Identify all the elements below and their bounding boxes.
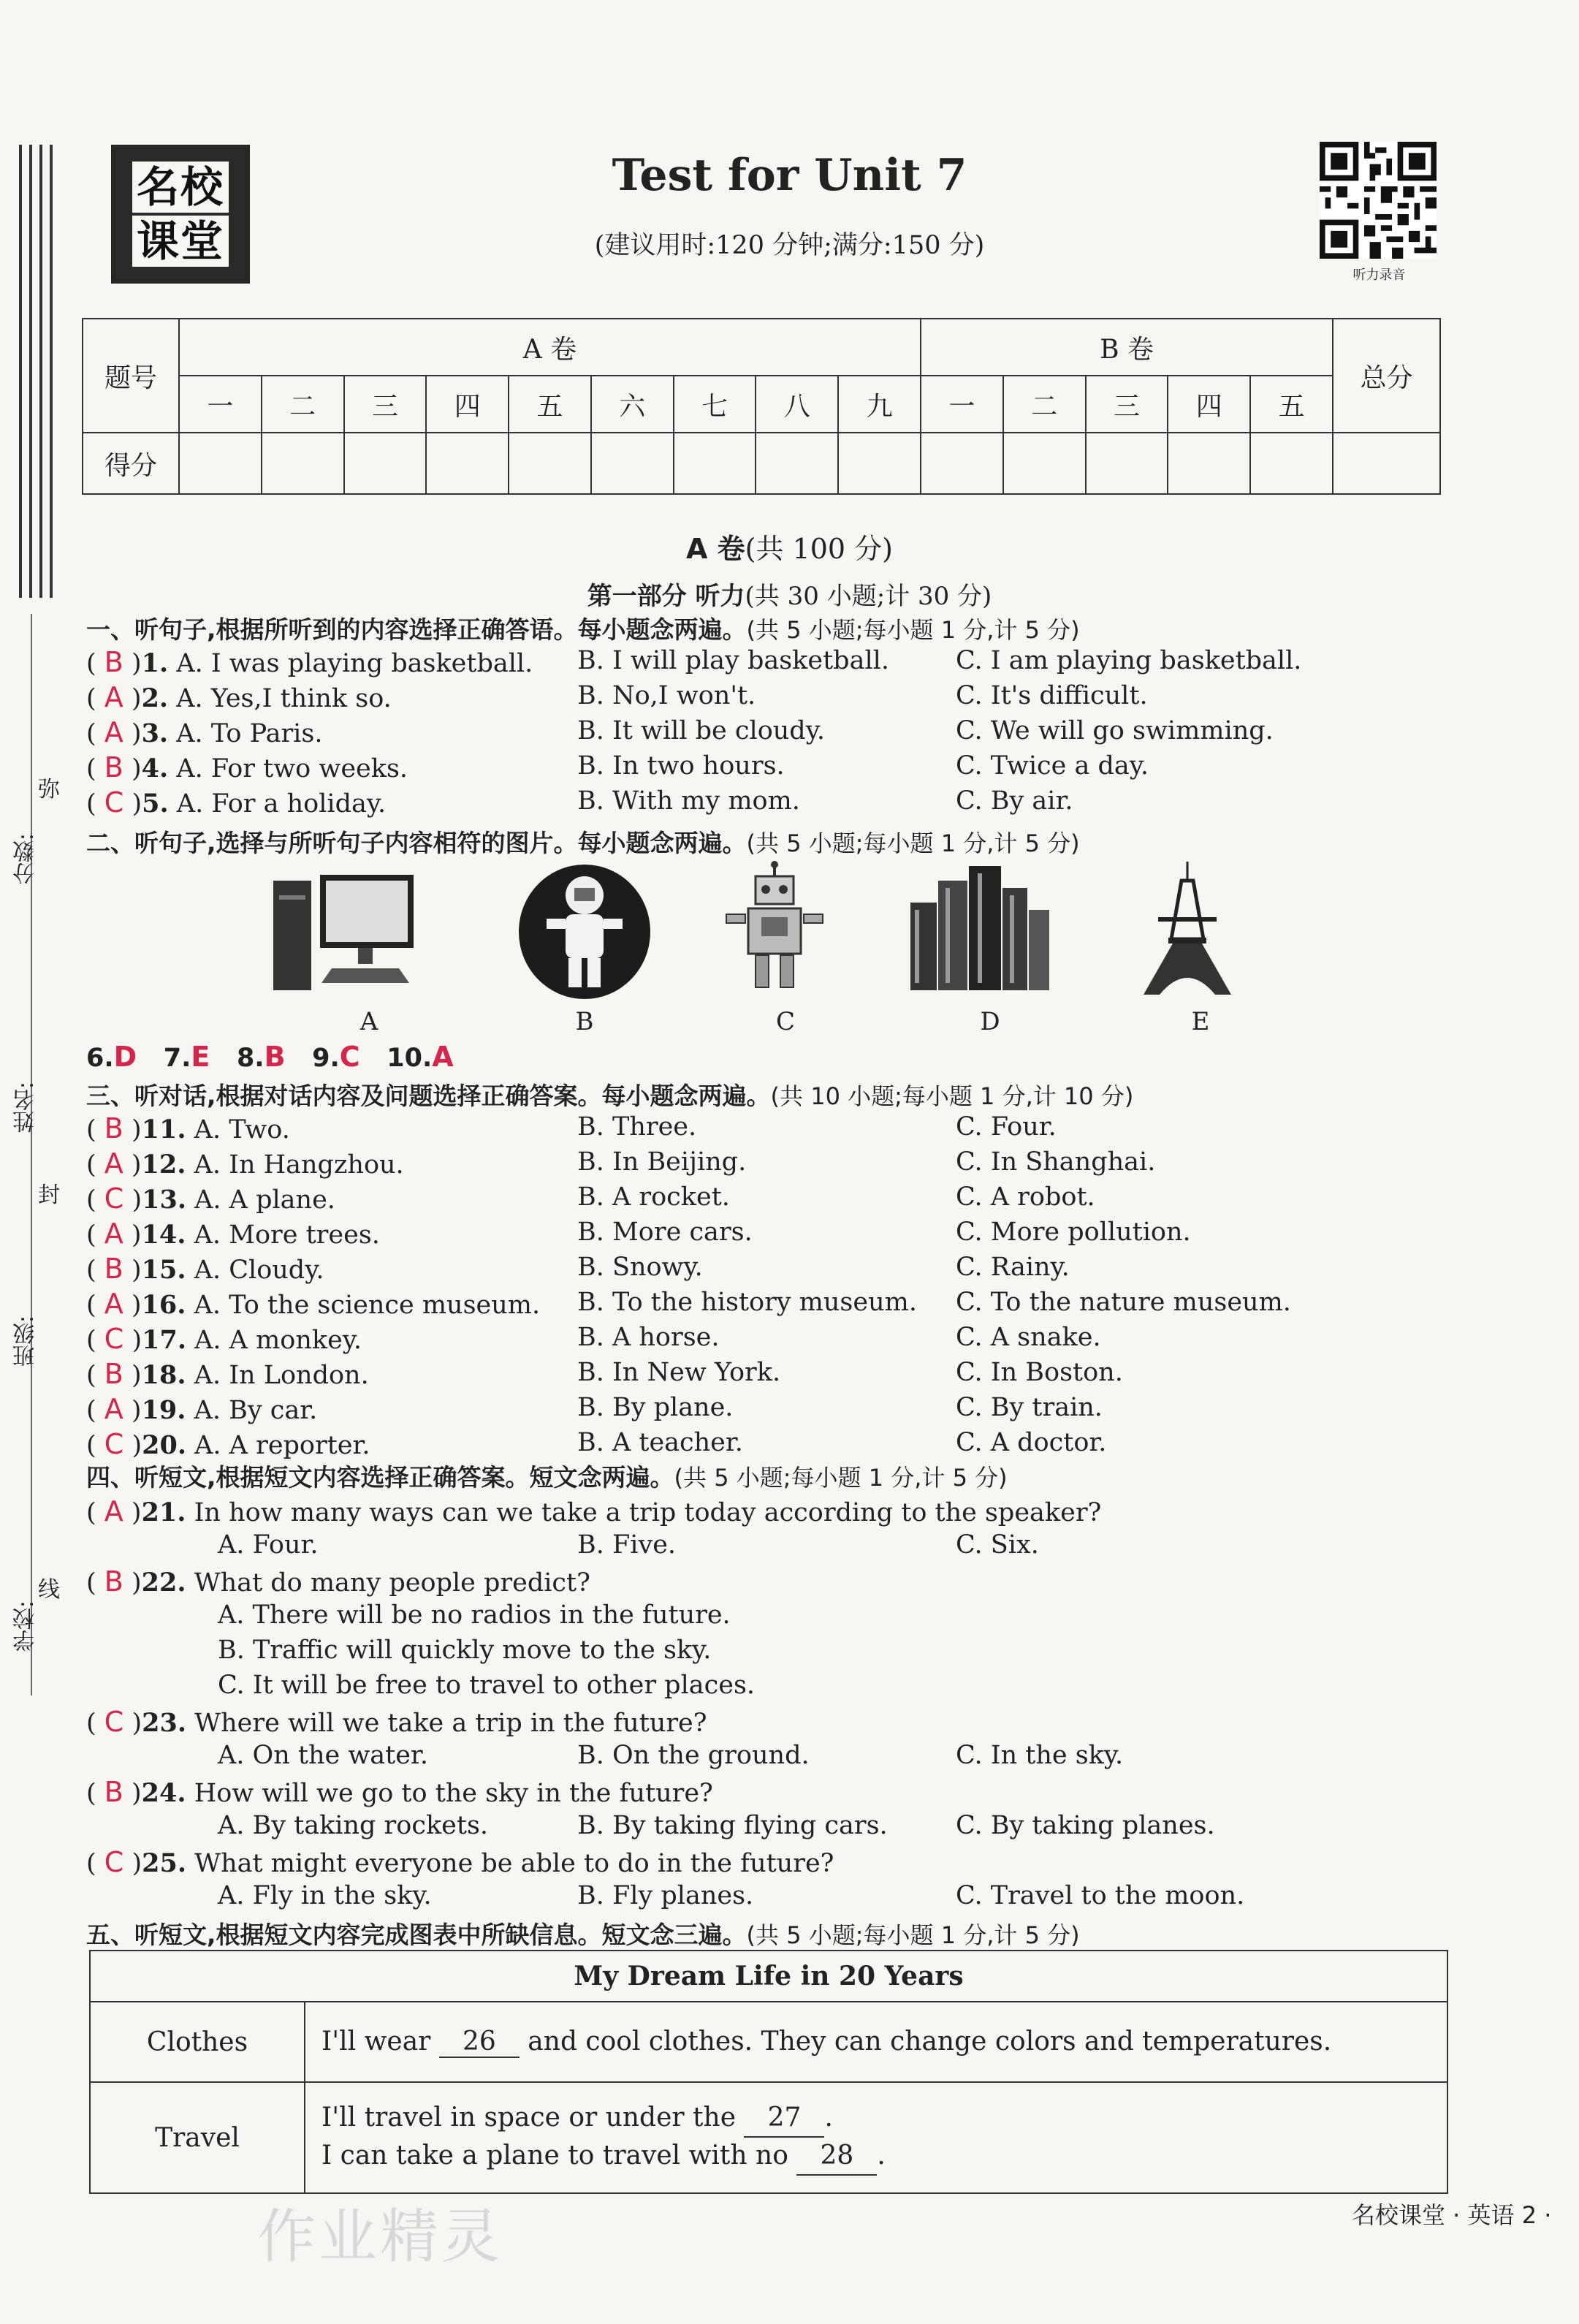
answer-mark[interactable]: A (104, 1288, 123, 1320)
question-row: ( A )2. A. Yes,I think so. (86, 681, 392, 713)
row-travel-l1-pre: I'll travel in space or under the (321, 2103, 737, 2133)
question-row: ( A )3. A. To Paris. (86, 716, 323, 748)
robot-picture (701, 859, 848, 1005)
option-a[interactable]: A. A monkey. (194, 1326, 362, 1355)
question-number: 2. (141, 683, 169, 713)
q24-text: How will we go to the sky in the future? (194, 1779, 713, 1808)
q24-num: 24. (141, 1778, 186, 1808)
sec4-title: 四、听短文,根据短文内容选择正确答案。短文念两遍。 (86, 1463, 674, 1492)
option-c[interactable]: C. In Shanghai. (956, 1147, 1156, 1177)
a-paper-header: A 卷 (179, 319, 921, 376)
q24-option-b[interactable]: B. By taking flying cars. (577, 1811, 888, 1840)
score-cell[interactable] (838, 433, 921, 494)
option-b[interactable]: B. Three. (577, 1112, 697, 1142)
option-b[interactable]: B. It will be cloudy. (577, 716, 825, 745)
q25-text: What might everyone be able to do in the future? (194, 1849, 834, 1878)
option-a[interactable]: A. A reporter. (194, 1431, 370, 1460)
score-cell[interactable] (921, 433, 1003, 494)
question-number: 19. (141, 1395, 186, 1425)
b-col: 一 (921, 376, 1003, 433)
option-a[interactable]: A. Cloudy. (194, 1256, 324, 1285)
q8-answer[interactable]: B (264, 1041, 286, 1073)
q21-num: 21. (141, 1497, 186, 1527)
a-col: 七 (674, 376, 756, 433)
sec3-title: 三、听对话,根据对话内容及问题选择正确答案。每小题念两遍。 (86, 1082, 771, 1110)
q10-answer[interactable]: A (432, 1041, 454, 1073)
a-col: 六 (591, 376, 674, 433)
option-a[interactable]: A. To Paris. (176, 719, 323, 748)
score-cell[interactable] (179, 433, 262, 494)
question-number: 12. (141, 1150, 186, 1180)
binding-line (31, 614, 32, 1695)
score-cell[interactable] (1086, 433, 1168, 494)
a-col: 二 (262, 376, 344, 433)
qr-code-icon[interactable] (1320, 142, 1437, 259)
option-a[interactable]: A. To the science museum. (194, 1291, 541, 1320)
question-row: ( A )14. A. More trees. (86, 1218, 380, 1250)
question-number: 18. (141, 1360, 186, 1390)
blank-27[interactable]: 27 (744, 2100, 824, 2138)
b-paper-header: B 卷 (921, 319, 1333, 376)
option-c[interactable]: C. To the nature museum. (956, 1288, 1291, 1317)
pic-label-b: B (575, 1007, 594, 1036)
q21-question: ( A )21. In how many ways can we take a trip today according to the speaker? (86, 1495, 1102, 1527)
option-c[interactable]: C. Twice a day. (956, 751, 1149, 781)
option-b[interactable]: B. I will play basketball. (577, 646, 889, 675)
score-cell[interactable] (591, 433, 674, 494)
option-c[interactable]: C. We will go swimming. (956, 716, 1274, 745)
q25-num: 25. (142, 1848, 187, 1878)
sec1-title: 一、听句子,根据所听到的内容选择正确答语。每小题念两遍。 (86, 615, 747, 644)
q21-option-c[interactable]: C. Six. (956, 1530, 1039, 1560)
a-col: 一 (179, 376, 262, 433)
score-cell[interactable] (509, 433, 591, 494)
answer-mark[interactable]: A (104, 1218, 123, 1250)
q10-num: 10. (387, 1044, 433, 1073)
row-travel-l2-post: . (877, 2141, 886, 2171)
row-travel-label: Travel (90, 2082, 305, 2193)
answer-mark[interactable]: B (104, 751, 123, 783)
q23-answer[interactable]: C (104, 1706, 124, 1738)
question-row: ( B )15. A. Cloudy. (86, 1253, 324, 1285)
score-cell[interactable] (1250, 433, 1333, 494)
answer-mark[interactable]: B (104, 646, 123, 678)
q21-option-b[interactable]: B. Five. (577, 1530, 677, 1560)
q22-text: What do many people predict? (194, 1568, 590, 1598)
question-row: ( C )5. A. For a holiday. (86, 786, 387, 819)
q22-option-b[interactable]: B. Traffic will quickly move to the sky. (218, 1636, 712, 1665)
score-cell[interactable] (1003, 433, 1086, 494)
option-a[interactable]: A. For a holiday. (176, 789, 387, 819)
q23-text: Where will we take a trip in the future? (194, 1709, 707, 1738)
blank-26[interactable]: 26 (439, 2027, 520, 2058)
sec4-points: (共 5 小题;每小题 1 分,计 5 分) (674, 1464, 1008, 1492)
score-cell[interactable] (344, 433, 427, 494)
sec1-heading (86, 611, 1080, 645)
row-clothes-content (305, 2002, 1447, 2082)
row-clothes-post: and cool clothes. They can change colors and temperatures. (528, 2026, 1332, 2057)
q24-question: ( B )24. How will we go to the sky in the future? (86, 1776, 713, 1808)
question-number: 5. (142, 789, 169, 819)
q21-text: In how many ways can we take a trip today according to the speaker? (194, 1498, 1102, 1527)
b-col: 四 (1168, 376, 1250, 433)
answer-mark[interactable]: A (104, 716, 123, 748)
option-b[interactable]: B. A rocket. (577, 1182, 730, 1212)
b-col: 三 (1086, 376, 1168, 433)
q24-option-a[interactable]: A. By taking rockets. (218, 1811, 489, 1840)
question-row: ( C )13. A. A plane. (86, 1182, 335, 1215)
page-title: Test for Unit 7 (612, 150, 967, 201)
sec2-points: (共 5 小题;每小题 1 分,计 5 分) (746, 829, 1080, 857)
row-clothes-pre: I'll wear (321, 2026, 431, 2057)
score-cell[interactable] (674, 433, 756, 494)
option-b[interactable]: B. More cars. (577, 1218, 753, 1247)
option-c[interactable]: C. In Boston. (956, 1358, 1123, 1387)
pic-label-d: D (980, 1007, 1000, 1036)
q23-option-a[interactable]: A. On the water. (218, 1741, 428, 1770)
q6-num: 6. (86, 1044, 114, 1073)
q9-answer[interactable]: C (339, 1041, 360, 1073)
pic-label-a: A (359, 1007, 378, 1036)
q25-option-a[interactable]: A. Fly in the sky. (218, 1881, 432, 1910)
question-row: ( B )18. A. In London. (86, 1358, 369, 1390)
option-b[interactable]: B. In Beijing. (577, 1147, 747, 1177)
answer-mark[interactable]: A (104, 1147, 123, 1180)
question-number: 13. (142, 1185, 187, 1215)
b-col: 二 (1003, 376, 1086, 433)
option-b[interactable]: B. In New York. (577, 1358, 781, 1387)
option-a[interactable]: A. In London. (194, 1361, 369, 1390)
question-number: 3. (141, 718, 169, 748)
q25-question: ( C )25. What might everyone be able to do in the future? (86, 1846, 834, 1878)
q22-answer[interactable]: B (104, 1565, 123, 1598)
answer-mark[interactable]: A (104, 681, 123, 713)
q22-option-a[interactable]: A. There will be no radios in the future. (218, 1600, 731, 1630)
margin-score: 分数: (13, 833, 39, 885)
pic-label-c: C (775, 1007, 795, 1036)
score-cell[interactable] (1333, 433, 1440, 494)
q21-answer[interactable]: A (104, 1495, 123, 1527)
margin-name: 姓名: (13, 1082, 39, 1133)
q22-option-c[interactable]: C. It will be free to travel to other places. (218, 1671, 756, 1700)
option-b[interactable]: B. A horse. (577, 1323, 720, 1352)
option-c[interactable]: C. A snake. (956, 1323, 1101, 1352)
option-c[interactable]: C. Rainy. (956, 1253, 1070, 1282)
q23-num: 23. (142, 1708, 187, 1738)
option-c[interactable]: C. Four. (956, 1112, 1057, 1142)
q25-option-c[interactable]: C. Travel to the moon. (956, 1881, 1245, 1910)
score-cell[interactable] (756, 433, 838, 494)
question-row: ( B )4. A. For two weeks. (86, 751, 408, 783)
sec3-heading (86, 1077, 1133, 1112)
option-a[interactable]: A. A plane. (194, 1185, 335, 1215)
page-subtitle: (建议用时:120 分钟;满分:150 分) (594, 231, 985, 260)
watermark: 作业精灵 (257, 2203, 503, 2271)
astronaut-picture (511, 859, 658, 1005)
answer-mark[interactable]: B (104, 1253, 123, 1285)
dream-life-table (89, 1950, 1448, 2194)
question-number: 14. (141, 1220, 186, 1250)
row-travel-l2-pre: I can take a plane to travel with no (321, 2141, 788, 2171)
page-footer: 名校课堂 · 英语 2 · (1352, 2201, 1552, 2229)
q9-num: 9. (312, 1044, 340, 1073)
sec2-answers (86, 1041, 454, 1073)
a-col: 九 (838, 376, 921, 433)
seal-close-char: 弥 (38, 777, 60, 802)
question-number: 15. (141, 1255, 186, 1285)
q8-num: 8. (236, 1044, 265, 1073)
option-c[interactable]: C. By train. (956, 1393, 1103, 1422)
a-col: 四 (426, 376, 509, 433)
answer-mark[interactable]: B (104, 1358, 123, 1390)
row-travel-content (305, 2082, 1447, 2193)
dream-table-title: My Dream Life in 20 Years (90, 1951, 1447, 2002)
q7-num: 7. (163, 1044, 191, 1073)
option-a[interactable]: A. Yes,I think so. (176, 684, 392, 713)
question-number: 4. (141, 753, 169, 783)
q7-answer[interactable]: E (191, 1041, 210, 1073)
a-col: 八 (756, 376, 838, 433)
question-number: 11. (141, 1114, 186, 1144)
blank-28[interactable]: 28 (796, 2138, 877, 2176)
option-a[interactable]: A. I was playing basketball. (176, 649, 533, 678)
option-c[interactable]: C. A robot. (956, 1182, 1095, 1212)
q24-answer[interactable]: B (104, 1776, 123, 1808)
seal-seal-char: 封 (38, 1182, 60, 1208)
question-number: 17. (142, 1325, 187, 1355)
q22-num: 22. (141, 1568, 186, 1598)
buildings-picture (906, 859, 1052, 1005)
paper-a-title: A 卷 (686, 533, 745, 565)
logo-line-2: 课堂 (132, 216, 229, 267)
option-c[interactable]: C. More pollution. (956, 1218, 1191, 1247)
q25-option-b[interactable]: B. Fly planes. (577, 1881, 754, 1910)
question-row: ( C )20. A. A reporter. (86, 1428, 370, 1460)
question-row: ( B )1. A. I was playing basketball. (86, 646, 533, 678)
a-col: 三 (344, 376, 427, 433)
question-row: ( C )17. A. A monkey. (86, 1323, 362, 1355)
q23-question: ( C )23. Where will we take a trip in the future? (86, 1706, 707, 1738)
sec5-heading (86, 1916, 1080, 1951)
option-b[interactable]: B. With my mom. (577, 786, 800, 816)
margin-school: 学校: (13, 1600, 39, 1652)
answer-mark[interactable]: B (104, 1112, 123, 1144)
sec5-points: (共 5 小题;每小题 1 分,计 5 分) (746, 1921, 1080, 1949)
answer-mark[interactable]: C (104, 1428, 124, 1460)
score-cell[interactable] (426, 433, 509, 494)
q25-answer[interactable]: C (104, 1846, 124, 1878)
row-label-score: 得分 (83, 433, 179, 494)
score-cell[interactable] (262, 433, 344, 494)
part1-title: 第一部分 听力 (587, 582, 745, 611)
answer-mark[interactable]: A (104, 1393, 123, 1425)
option-b[interactable]: B. A teacher. (577, 1428, 743, 1457)
sec2-title: 二、听句子,选择与所听句子内容相符的图片。每小题念两遍。 (86, 829, 747, 857)
q22-question: ( B )22. What do many people predict? (86, 1565, 590, 1598)
seal-line-char: 线 (38, 1577, 60, 1603)
paper-a-heading (0, 526, 1579, 566)
computer-picture (270, 859, 416, 1005)
score-table (82, 318, 1441, 495)
option-a[interactable]: A. In Hangzhou. (194, 1150, 404, 1180)
option-b[interactable]: B. No,I won't. (577, 681, 756, 710)
question-number: 16. (141, 1290, 186, 1320)
total-header: 总分 (1333, 319, 1440, 433)
sec5-title: 五、听短文,根据短文内容完成图表中所缺信息。短文念三遍。 (86, 1921, 747, 1949)
question-number: 1. (141, 648, 169, 678)
option-c[interactable]: C. It's difficult. (956, 681, 1148, 710)
sec4-heading (86, 1459, 1008, 1493)
q6-answer[interactable]: D (113, 1041, 137, 1073)
sec2-heading (86, 824, 1080, 859)
question-row: ( A )12. A. In Hangzhou. (86, 1147, 404, 1180)
question-number: 20. (142, 1430, 187, 1460)
part1-heading (0, 576, 1579, 612)
sec1-points: (共 5 小题;每小题 1 分,计 5 分) (746, 616, 1080, 644)
sec3-points: (共 10 小题;每小题 1 分,计 10 分) (770, 1082, 1134, 1110)
qr-caption: 听力录音 (1352, 267, 1406, 283)
option-a[interactable]: A. By car. (194, 1396, 318, 1425)
paper-a-points: (共 100 分) (745, 533, 893, 565)
b-col: 五 (1250, 376, 1333, 433)
option-a[interactable]: A. Two. (194, 1115, 290, 1144)
option-b[interactable]: B. By plane. (577, 1393, 734, 1422)
q24-option-c[interactable]: C. By taking planes. (956, 1811, 1215, 1840)
row-label-question: 题号 (83, 319, 179, 433)
option-b[interactable]: B. Snowy. (577, 1253, 703, 1282)
question-row: ( A )19. A. By car. (86, 1393, 318, 1425)
question-row: ( A )16. A. To the science museum. (86, 1288, 541, 1320)
answer-mark[interactable]: C (104, 786, 124, 819)
option-c[interactable]: C. A doctor. (956, 1428, 1107, 1457)
answer-mark[interactable]: C (104, 1182, 124, 1215)
margin-class: 班级: (13, 1315, 39, 1367)
q23-option-b[interactable]: B. On the ground. (577, 1741, 810, 1770)
part1-points: (共 30 小题;计 30 分) (745, 582, 992, 611)
pic-label-e: E (1191, 1007, 1210, 1036)
option-b[interactable]: B. In two hours. (577, 751, 785, 781)
score-cell[interactable] (1168, 433, 1250, 494)
answer-mark[interactable]: C (104, 1323, 124, 1355)
option-c[interactable]: C. I am playing basketball. (956, 646, 1302, 675)
option-b[interactable]: B. To the history museum. (577, 1288, 917, 1317)
a-col: 五 (509, 376, 591, 433)
q23-option-c[interactable]: C. In the sky. (956, 1741, 1124, 1770)
row-clothes-label: Clothes (90, 2002, 305, 2082)
option-a[interactable]: A. For two weeks. (176, 754, 408, 783)
eiffel-tower-picture (1114, 859, 1260, 1005)
q21-option-a[interactable]: A. Four. (218, 1530, 319, 1560)
question-row: ( B )11. A. Two. (86, 1112, 290, 1144)
row-travel-l1-post: . (824, 2103, 833, 2133)
option-a[interactable]: A. More trees. (194, 1220, 380, 1250)
logo-line-1: 名校 (132, 162, 229, 213)
option-c[interactable]: C. By air. (956, 786, 1073, 816)
